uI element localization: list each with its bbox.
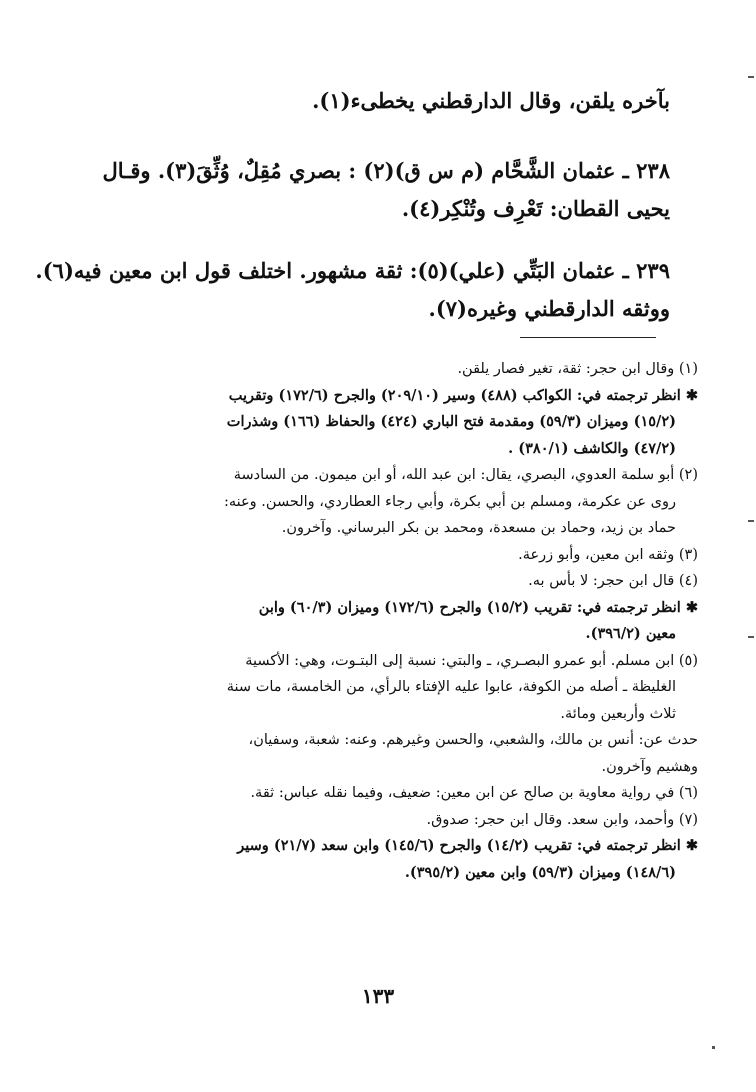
footnote-line: (٤٧/٢) والكاشف (٣٨٠/١) . <box>508 439 676 457</box>
footnote-line: ثلاث وأربعين ومائة. <box>560 705 676 722</box>
footnotes <box>98 356 698 886</box>
footnote-line: (١٥/٢) وميزان (٥٩/٣) ومقدمة فتح الباري (٤٢٤) والحفاظ (١٦٦) وشذرات <box>226 413 676 430</box>
footnote-line: روى عن عكرمة، ومسلم بن أبي بكرة، وأبي رجاء العطاردي، والحسن. وعنه: <box>224 493 676 510</box>
entry-239-line-1: ٢٣٩ ـ عثمان البَتِّي (علي)(٥): ثقة مشهور. اختلف قول ابن معين فيه(٦). <box>35 258 670 283</box>
footnote-separator <box>520 337 656 338</box>
footnote-line: (٤) قال ابن حجر: لا بأس به. <box>528 573 698 589</box>
footnote-line: (١) وقال ابن حجر: ثقة، تغير فصار يلقن. <box>457 361 698 377</box>
footnote-line: (٣) وثقه ابن معين، وأبو زرعة. <box>518 546 698 563</box>
scan-edge-mark <box>712 1046 715 1049</box>
footnote-line: (٧) وأحمد، وابن سعد. وقال ابن حجر: صدوق. <box>426 811 698 828</box>
entry-239 <box>35 252 670 328</box>
footnote-line: ✱ انظر ترجمته في: تقريب (١٤/٢) والجرح (١٤٥/٦) وابن سعد (٢١/٧) وسير <box>237 837 698 854</box>
footnote-line: (١٤٨/٦) وميزان (٥٩/٣) وابن معين (٣٩٥/٢). <box>404 863 676 881</box>
entry-238 <box>100 152 670 228</box>
scan-edge-mark <box>748 636 754 638</box>
intro-paragraph <box>100 82 670 120</box>
intro-line: بآخره يلقن، وقال الدارقطني يخطىء(١). <box>312 88 670 113</box>
footnote-line: وهشيم وآخرون. <box>601 758 698 775</box>
footnote-line: (٢) أبو سلمة العدوي، البصري، يقال: ابن عبد الله، أو ابن ميمون. من السادسة <box>233 467 698 483</box>
entry-239-line-2: ووثقه الدارقطني وغيره(٧). <box>428 296 670 321</box>
footnote-line: (٦) في رواية معاوية بن صالح عن ابن معين: ضعيف، وفيما نقله عباس: ثقة. <box>250 785 698 801</box>
footnote-line: الغليظة ـ أصله من الكوفة، عابوا عليه الإفتاء بالرأي، من الخامسة، مات سنة <box>226 679 676 695</box>
footnote-line: ✱ انظر ترجمته في: الكواكب (٤٨٨) وسير (٢٠٩/١٠) والجرح (١٧٢/٦) وتقريب <box>228 386 698 404</box>
scan-edge-mark <box>748 520 754 522</box>
footnote-line: (٥) ابن مسلم. أبو عمرو البصـري، ـ والبتي: نسبة إلى البتـوت، وهي: الأكسية <box>245 652 698 669</box>
entry-238-line-1: ٢٣٨ ـ عثمان الشَّحَّام (م س ق)(٢) : بصري مُقِلٌ، وُثِّقَ(٣). وقـال <box>102 158 670 183</box>
page-number: ١٣٣ <box>361 984 395 1008</box>
footnote-line: حدث عن: أنس بن مالك، والشعبي، والحسن وغيرهم. وعنه: شعبة، وسفيان، <box>248 732 698 748</box>
footnote-line: حماد بن زيد، وحماد بن مسعدة، ومحمد بن بكر البرساني. وآخرون. <box>281 520 676 536</box>
entry-238-line-2: يحيى القطان: تَعْرِف وتُنْكِر(٤). <box>401 196 670 221</box>
footnote-line: ✱ انظر ترجمته في: تقريب (١٥/٢) والجرح (١٧٢/٦) وميزان (٦٠/٣) وابن <box>258 598 698 616</box>
scan-edge-mark <box>748 76 754 78</box>
footnote-line: معين (٣٩٦/٢). <box>585 625 676 642</box>
